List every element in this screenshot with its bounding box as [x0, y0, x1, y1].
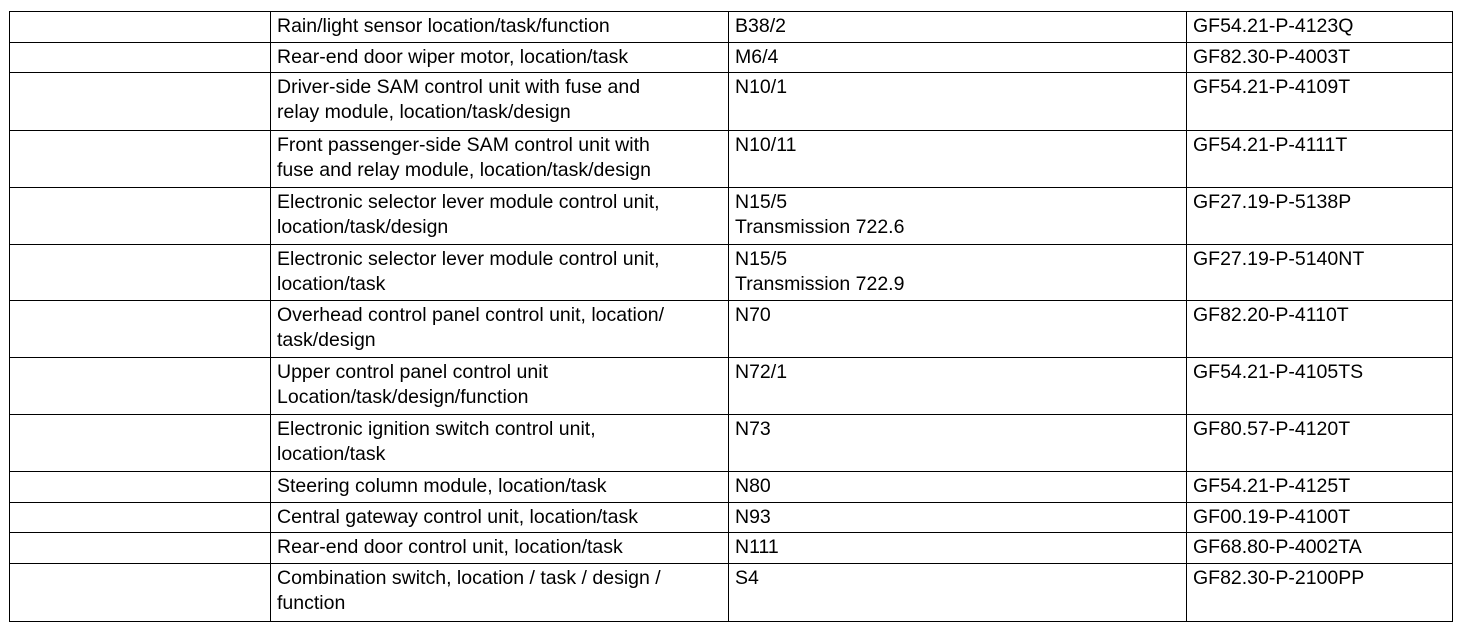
component-cell: Front passenger-side SAM control unit with fuse and relay module, location/task/design [271, 131, 729, 188]
table-row [10, 564, 1453, 622]
document-cell: GF54.21-P-4111T [1187, 131, 1453, 188]
document-cell: GF00.19-P-4100T [1187, 503, 1453, 533]
document-cell: GF68.80-P-4002TA [1187, 533, 1453, 564]
component-cell: Overhead control panel control unit, location/ task/design [271, 301, 729, 358]
table-row [10, 43, 1453, 73]
empty-cell [10, 73, 271, 131]
document-cell: GF54.21-P-4109T [1187, 73, 1453, 131]
empty-cell [10, 564, 271, 622]
document-cell: GF27.19-P-5138P [1187, 188, 1453, 245]
table-row [10, 131, 1453, 188]
component-reference-table [9, 11, 1453, 622]
document-cell: GF82.30-P-2100PP [1187, 564, 1453, 622]
designation-cell: M6/4 [729, 43, 1187, 73]
component-cell: Steering column module, location/task [271, 472, 729, 503]
component-cell: Electronic selector lever module control unit, location/task/design [271, 188, 729, 245]
designation-cell: N93 [729, 503, 1187, 533]
document-cell: GF82.30-P-4003T [1187, 43, 1453, 73]
empty-cell [10, 415, 271, 472]
component-cell: Electronic selector lever module control unit, location/task [271, 245, 729, 301]
designation-cell: N70 [729, 301, 1187, 358]
empty-cell [10, 503, 271, 533]
empty-cell [10, 472, 271, 503]
empty-cell [10, 43, 271, 73]
empty-cell [10, 533, 271, 564]
designation-cell: N73 [729, 415, 1187, 472]
designation-cell: S4 [729, 564, 1187, 622]
table-row [10, 358, 1453, 415]
designation-cell: N72/1 [729, 358, 1187, 415]
table-row [10, 533, 1453, 564]
component-cell: Central gateway control unit, location/task [271, 503, 729, 533]
designation-cell: N15/5 Transmission 722.6 [729, 188, 1187, 245]
document-cell: GF27.19-P-5140NT [1187, 245, 1453, 301]
component-cell: Rear-end door wiper motor, location/task [271, 43, 729, 73]
component-cell: Upper control panel control unit Location/task/design/function [271, 358, 729, 415]
document-cell: GF54.21-P-4105TS [1187, 358, 1453, 415]
table-row [10, 12, 1453, 43]
table-row [10, 503, 1453, 533]
document-cell: GF54.21-P-4125T [1187, 472, 1453, 503]
designation-cell: N10/1 [729, 73, 1187, 131]
designation-cell: N10/11 [729, 131, 1187, 188]
component-cell: Combination switch, location / task / design / function [271, 564, 729, 622]
empty-cell [10, 358, 271, 415]
empty-cell [10, 301, 271, 358]
component-cell: Electronic ignition switch control unit, location/task [271, 415, 729, 472]
document-cell: GF80.57-P-4120T [1187, 415, 1453, 472]
component-cell: Rain/light sensor location/task/function [271, 12, 729, 43]
designation-cell: N15/5 Transmission 722.9 [729, 245, 1187, 301]
empty-cell [10, 12, 271, 43]
component-cell: Driver-side SAM control unit with fuse and relay module, location/task/design [271, 73, 729, 131]
document-cell: GF82.20-P-4110T [1187, 301, 1453, 358]
empty-cell [10, 188, 271, 245]
table-row [10, 188, 1453, 245]
table-row [10, 472, 1453, 503]
document-cell: GF54.21-P-4123Q [1187, 12, 1453, 43]
designation-cell: N80 [729, 472, 1187, 503]
empty-cell [10, 245, 271, 301]
table-row [10, 245, 1453, 301]
designation-cell: N111 [729, 533, 1187, 564]
component-cell: Rear-end door control unit, location/task [271, 533, 729, 564]
designation-cell: B38/2 [729, 12, 1187, 43]
table-row [10, 415, 1453, 472]
empty-cell [10, 131, 271, 188]
table-row [10, 301, 1453, 358]
table-row [10, 73, 1453, 131]
